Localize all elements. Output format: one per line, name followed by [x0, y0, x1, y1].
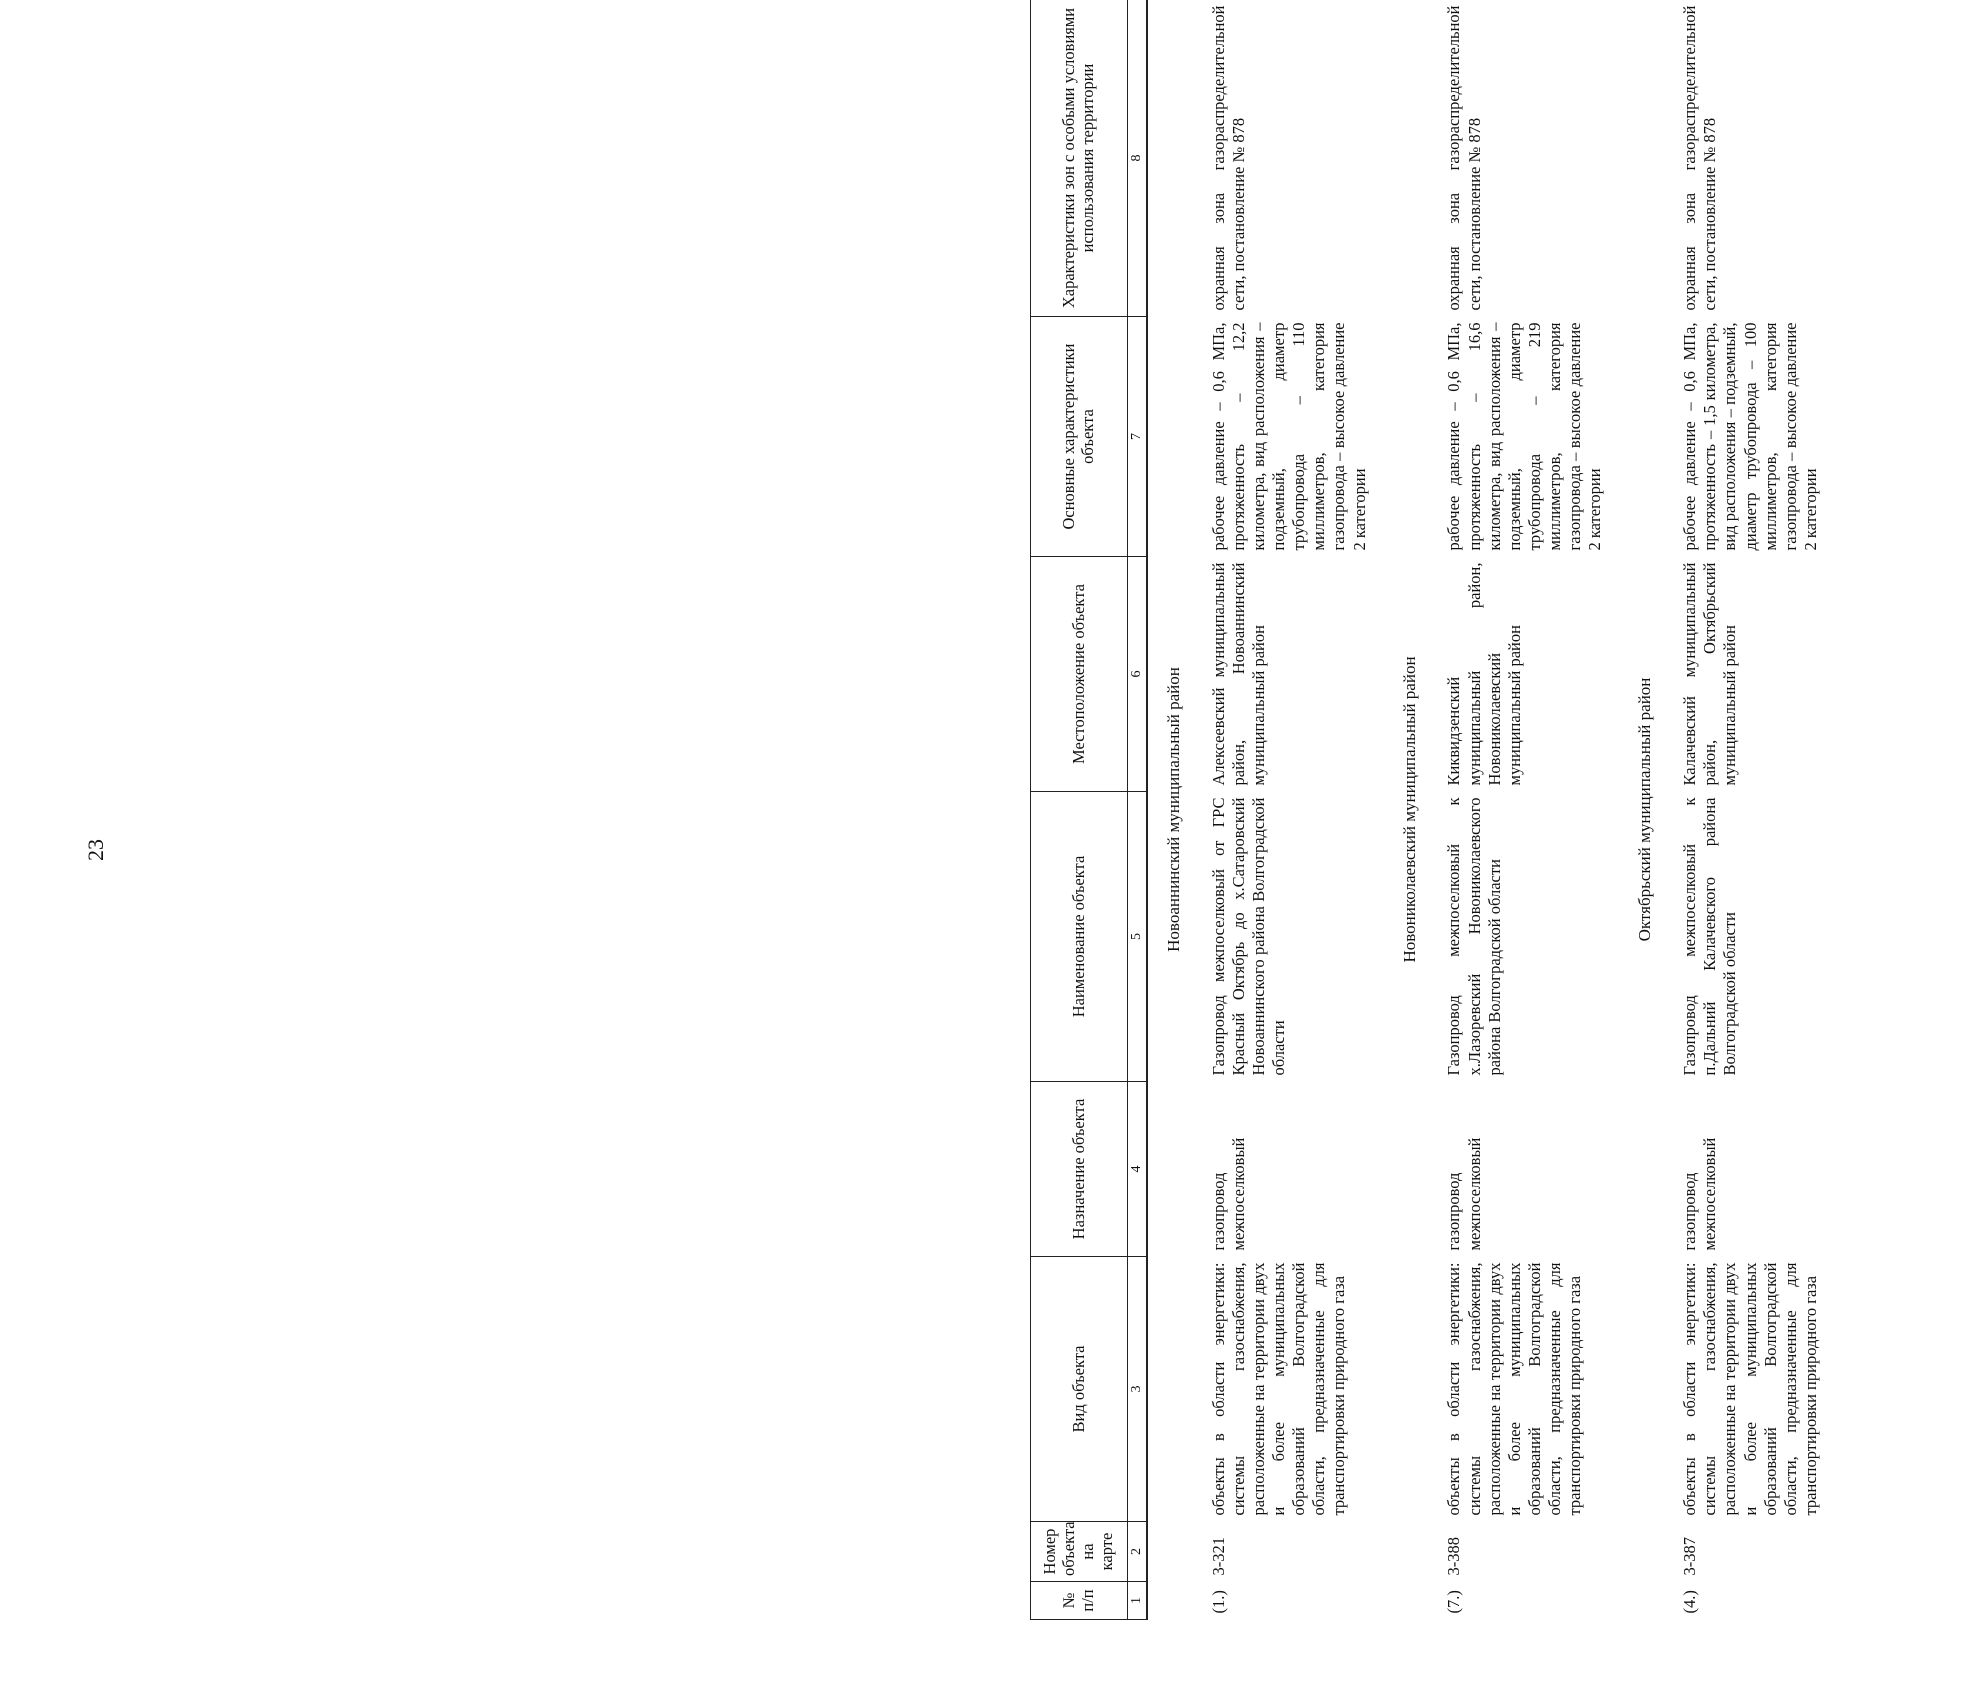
- header-purpose: Назначение объекта: [1031, 1082, 1128, 1257]
- object-purpose: газопровод межпоселковый: [1680, 1137, 1720, 1251]
- column-number: 8: [1128, 0, 1148, 317]
- object-zones: охранная зона газораспределительной сети, постановление № 878: [1680, 5, 1720, 311]
- table-row: [1670, 0, 1835, 1620]
- object-zones: охранная зона газораспределительной сети, постановление № 878: [1208, 5, 1248, 311]
- header-location: Местоположение объекта: [1031, 557, 1128, 792]
- header-kind: Вид объекта: [1031, 1257, 1128, 1522]
- object-location: Киквидзенский муниципальный район, Новониколаевский муниципальный район: [1444, 562, 1524, 786]
- header-characteristics: Основные характеристики объекта: [1031, 317, 1128, 557]
- object-location: Калачевский муниципальный район, Октябрьский муниципальный район: [1680, 562, 1740, 786]
- header-zones: Характеристики зон с особыми условиями использования территории: [1031, 0, 1128, 317]
- object-zones: охранная зона газораспределительной сети, постановление № 878: [1444, 5, 1484, 311]
- section-header-row: [1619, 0, 1670, 1620]
- object-kind: объекты в области энергетики: системы газоснабжения, расположенные на территории двух и более муниципальных образований Волгоградской области, предназначенные для транспортировки природного газа: [1208, 1262, 1349, 1516]
- map-number: 3-388: [1444, 1537, 1464, 1576]
- object-name: Газопровод межпоселковый к п.Дальний Калачевского района Волгоградской области: [1680, 797, 1740, 1076]
- object-purpose: газопровод межпоселковый: [1444, 1137, 1484, 1251]
- column-number: 6: [1128, 557, 1148, 792]
- object-kind: объекты в области энергетики: системы газоснабжения, расположенные на территории двух и более муниципальных образований Волгоградской области, предназначенные для транспортировки природного газа: [1680, 1262, 1820, 1516]
- page-number: 23: [83, 839, 108, 861]
- object-characteristics: рабочее давление – 0,6 МПа, протяженность – 12,2 километра, вид расположения – подземный, диаметр трубопровода – 110 миллиметров, категория газопровода – высокое давление 2 категории: [1208, 322, 1369, 551]
- column-number: 1: [1128, 1582, 1148, 1620]
- header-map-no: Номер объекта на карте: [1031, 1522, 1128, 1582]
- section-title: Новониколаевский муниципальный район: [1399, 656, 1419, 963]
- column-number: 2: [1128, 1522, 1148, 1582]
- object-characteristics: рабочее давление – 0,6 МПа, протяженность – 1,5 километра, вид расположения – подземный, диаметр трубопровода – 100 миллиметров, категория газопровода – высокое давление 2 категории: [1680, 322, 1820, 551]
- objects-table: [1030, 0, 1835, 1620]
- table-row: [1434, 0, 1619, 1620]
- rotated-table-container: [1030, 0, 1970, 1620]
- column-number: 7: [1128, 317, 1148, 557]
- table-header-row: [1031, 0, 1128, 1620]
- row-number: (7.): [1444, 1590, 1464, 1614]
- map-number: 3-321: [1208, 1537, 1228, 1576]
- header-num: № п/п: [1031, 1582, 1128, 1620]
- object-kind: объекты в области энергетики: системы газоснабжения, расположенные на территории двух и более муниципальных образований Волгоградской области, предназначенные для транспортировки природного газа: [1444, 1262, 1585, 1516]
- object-location: Алексеевский муниципальный район, Новоаннинский муниципальный район: [1208, 562, 1268, 786]
- object-characteristics: рабочее давление – 0,6 МПа, протяженность – 16,6 километра, вид расположения – подземный, диаметр трубопровода – 219 миллиметров, категория газопровода – высокое давление 2 категории: [1444, 322, 1605, 551]
- section-header-row: [1384, 0, 1435, 1620]
- object-purpose: газопровод межпоселковый: [1208, 1137, 1248, 1251]
- section-title: Новоаннинский муниципальный район: [1164, 667, 1183, 952]
- row-number: (4.): [1680, 1590, 1700, 1614]
- column-number-row: [1128, 0, 1148, 1620]
- section-header-row: [1147, 0, 1199, 1620]
- object-name: Газопровод межпоселковый от ГРС Красный Октябрь до х.Сатаровский Новоаннинского района Волгоградской области: [1208, 797, 1289, 1076]
- row-number: (1.): [1208, 1590, 1228, 1614]
- column-number: 3: [1128, 1257, 1148, 1522]
- column-number: 4: [1128, 1082, 1148, 1257]
- column-number: 5: [1128, 792, 1148, 1082]
- header-name: Наименование объекта: [1031, 792, 1128, 1082]
- object-name: Газопровод межпоселковый к х.Лазоревский Новониколаевского района Волгоградской области: [1444, 797, 1504, 1076]
- map-number: 3-387: [1680, 1537, 1700, 1576]
- table-row: [1199, 0, 1384, 1620]
- section-title: Октябрьский муниципальный район: [1635, 677, 1655, 942]
